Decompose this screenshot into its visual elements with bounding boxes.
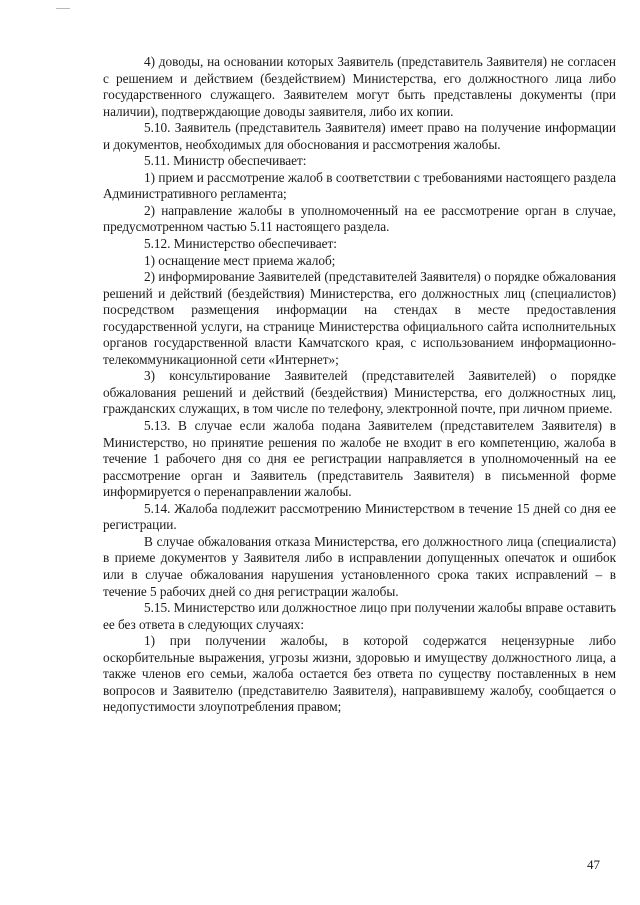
- page-number: 47: [587, 857, 600, 872]
- paragraph-5-14: 5.14. Жалоба подлежит рассмотрению Министерством в течение 15 дней со дня ее регистрации.: [103, 500, 616, 533]
- paragraph-5-12-item-2: 2) информирование Заявителей (представителей Заявителя) о порядке обжалования решений и действий (бездействия) Министерства, его должностных лиц (специалистов) посредством размещения информации на стендах в месте предоставления государственной услуги, на странице Министерства официального сайта исполнительных органов государственной власти Камчатского края, с использованием информационно-телекоммуникационной сети «Интернет»;: [103, 269, 616, 367]
- paragraph-5-11-item-2: 2) направление жалобы в уполномоченный на ее рассмотрение орган в случае, предусмотренном частью 5.11 настоящего раздела.: [103, 202, 616, 235]
- paragraph-5-15-item-1: 1) при получении жалобы, в которой содержатся нецензурные либо оскорбительные выражения, угрозы жизни, здоровью и имуществу должностного лица, а также членов его семьи, жалоба остается без ответа по существу поставленных в нем вопросов и Заявителю (представителю Заявителя), направившему жалобу, сообщается о недопустимости злоупотребления правом;: [103, 633, 616, 715]
- paragraph-5-11: 5.11. Министр обеспечивает:: [144, 153, 307, 169]
- paragraph-5-12: 5.12. Министерство обеспечивает:: [144, 236, 337, 252]
- paragraph-5-11-item-1: 1) прием и рассмотрение жалоб в соответствии с требованиями настоящего раздела Административного регламента;: [103, 169, 616, 202]
- paragraph-5-12-item-3: 3) консультирование Заявителей (представителей Заявителей) о порядке обжалования решений и действий (бездействия) Министерства, его должностных лиц, гражданских служащих, в том числе по телефону, электронной почте, при личном приеме.: [103, 368, 616, 417]
- paragraph-5-15: 5.15. Министерство или должностное лицо при получении жалобы вправе оставить ее без ответа в следующих случаях:: [103, 600, 616, 632]
- paragraph-5-14-appeal-refusal: В случае обжалования отказа Министерства, его должностного лица (специалиста) в приеме документов у Заявителя либо в исправлении допущенных опечаток и ошибок или в случае обжалования нарушения установленного срока таких исправлений – в течение 5 рабочих дней со дня регистрации жалобы.: [103, 533, 616, 599]
- paragraph-item-4-arguments: 4) доводы, на основании которых Заявитель (представитель Заявителя) не согласен с решением и действием (бездействием) Министерства, его должностного лица либо государственного служащего. Заявителем могут быть представлены документы (при наличии), подтверждающие доводы заявителя, либо их копии.: [103, 54, 616, 119]
- paragraph-5-13: 5.13. В случае если жалоба подана Заявителем (представителем Заявителя) в Министерство, но принятие решения по жалобе не входит в его компетенцию, жалоба в течение 1 рабочего дня со дня ее регистрации направляется в уполномоченный на ее рассмотрение орган и Заявитель (представитель Заявителя) в письменной форме информируется о перенаправлении жалобы.: [103, 418, 616, 500]
- scan-artifact: [56, 8, 70, 9]
- paragraph-5-10: 5.10. Заявитель (представитель Заявителя) имеет право на получение информации и документов, необходимых для обоснования и рассмотрения жалобы.: [103, 120, 616, 152]
- paragraph-5-12-item-1: 1) оснащение мест приема жалоб;: [144, 252, 336, 268]
- document-page: [103, 54, 616, 716]
